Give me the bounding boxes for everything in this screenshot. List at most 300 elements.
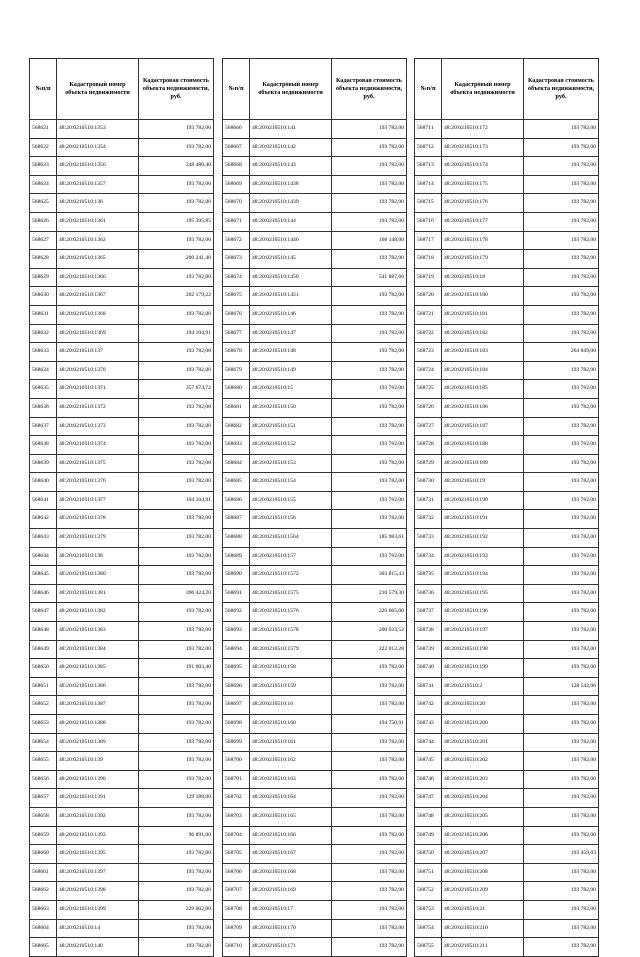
row-number: 568706 (223, 863, 250, 882)
row-number: 568715 (415, 194, 442, 213)
row-number: 568738 (415, 622, 442, 641)
cadastral-number: 48:20:0210510:187 (442, 417, 524, 436)
row-number: 568666 (223, 120, 250, 139)
cadastral-number: 48:20:0210510:140 (57, 938, 139, 957)
table-row (223, 659, 407, 678)
row-number: 568635 (30, 380, 57, 399)
table-row (30, 473, 214, 492)
cadastral-number: 48:20:0210510:18 (442, 268, 524, 287)
cadastral-value: 193 782,00 (332, 305, 407, 324)
cadastral-number: 48:20:0210510:177 (442, 212, 524, 231)
cadastral-number: 48:20:0210510:169 (250, 882, 332, 901)
cadastral-value: 193 782,00 (524, 938, 599, 957)
table-row (415, 547, 599, 566)
cadastral-value: 193 782,00 (524, 268, 599, 287)
cadastral-number: 48:20:0210510:1439 (250, 194, 332, 213)
cadastral-value: 194 104,91 (139, 324, 214, 343)
cadastral-number: 48:20:0210510:173 (442, 138, 524, 157)
table-row (415, 287, 599, 306)
cadastral-number: 48:20:0210510:1361 (57, 212, 139, 231)
cadastral-value: 193 782,00 (139, 770, 214, 789)
row-number: 568688 (223, 529, 250, 548)
cadastral-value: 193 782,00 (332, 863, 407, 882)
cadastral-number: 48:20:0210510:159 (250, 677, 332, 696)
cadastral-value: 193 782,00 (139, 863, 214, 882)
cadastral-number: 48:20:0210510:170 (250, 919, 332, 938)
row-number: 568628 (30, 250, 57, 269)
cadastral-value: 193 782,00 (139, 938, 214, 957)
cadastral-number: 48:20:0210510:1385 (57, 659, 139, 678)
table-row (415, 120, 599, 139)
table-row (30, 287, 214, 306)
row-number: 568717 (415, 231, 442, 250)
cadastral-value: 193 782,00 (139, 510, 214, 529)
cadastral-number: 48:20:0210510:1354 (57, 138, 139, 157)
row-number: 568623 (30, 157, 57, 176)
cadastral-number: 48:20:0210510:201 (442, 733, 524, 752)
table-row (415, 919, 599, 938)
table-row (223, 343, 407, 362)
cadastral-number: 48:20:0210510:184 (442, 361, 524, 380)
table-row (415, 473, 599, 492)
table-row (415, 733, 599, 752)
table-row (223, 715, 407, 734)
cadastral-number: 48:20:0210510:163 (250, 770, 332, 789)
cadastral-value: 193 782,00 (139, 752, 214, 771)
table-row (415, 398, 599, 417)
cadastral-number: 48:20:0210510:1382 (57, 603, 139, 622)
cadastral-value: 193 782,00 (524, 417, 599, 436)
cadastral-number: 48:20:0210510:198 (442, 640, 524, 659)
cadastral-number: 48:20:0210510:171 (250, 938, 332, 957)
table-row (30, 510, 214, 529)
row-number: 568645 (30, 566, 57, 585)
cadastral-number: 48:20:0210510:200 (442, 715, 524, 734)
cadastral-value: 193 782,00 (332, 380, 407, 399)
cadastral-number: 48:20:0210510:194 (442, 566, 524, 585)
cadastral-value: 193 782,00 (139, 696, 214, 715)
table-row (223, 789, 407, 808)
cadastral-number: 48:20:0210510:1579 (250, 640, 332, 659)
table-row (223, 175, 407, 194)
cadastral-value: 193 782,00 (524, 863, 599, 882)
table-row (30, 900, 214, 919)
cadastral-value: 229 002,00 (139, 900, 214, 919)
table-row (223, 473, 407, 492)
cadastral-value: 193 782,00 (524, 324, 599, 343)
cadastral-value: 193 782,00 (139, 882, 214, 901)
cadastral-value: 193 782,00 (524, 138, 599, 157)
cadastral-value: 193 782,00 (524, 622, 599, 641)
row-number: 568660 (30, 845, 57, 864)
table-row (223, 900, 407, 919)
row-number: 568671 (223, 212, 250, 231)
cadastral-number: 48:20:0210510:146 (250, 305, 332, 324)
row-number: 568658 (30, 807, 57, 826)
table-row (223, 380, 407, 399)
table-row (30, 268, 214, 287)
row-number: 568726 (415, 398, 442, 417)
cadastral-number: 48:20:0210510:172 (442, 120, 524, 139)
table-row (415, 752, 599, 771)
cadastral-value: 193 782,00 (332, 547, 407, 566)
table-row (223, 770, 407, 789)
row-number: 568649 (30, 640, 57, 659)
table-row (223, 287, 407, 306)
table-row (223, 231, 407, 250)
row-number: 568730 (415, 473, 442, 492)
cadastral-value: 193 782,00 (524, 789, 599, 808)
row-number: 568701 (223, 770, 250, 789)
header-cadastral-value: Кадастровая стоимость объекта недвижимости, руб. (139, 59, 214, 120)
row-number: 568656 (30, 770, 57, 789)
table-row (415, 622, 599, 641)
cadastral-number: 48:20:0210510:209 (442, 882, 524, 901)
row-number: 568719 (415, 268, 442, 287)
row-number: 568704 (223, 826, 250, 845)
header-cadastral-number: Кадастровый номер объекта недвижимости (442, 59, 524, 120)
table-row (30, 231, 214, 250)
cadastral-number: 48:20:0210510:190 (442, 491, 524, 510)
cadastral-value: 193 782,00 (332, 752, 407, 771)
table-row (223, 640, 407, 659)
table-row (415, 845, 599, 864)
table-row (30, 733, 214, 752)
table-row (30, 770, 214, 789)
table-row (223, 603, 407, 622)
row-number: 568698 (223, 715, 250, 734)
row-number: 568632 (30, 324, 57, 343)
row-number: 568741 (415, 677, 442, 696)
table-row (223, 157, 407, 176)
table-row (415, 194, 599, 213)
cadastral-number: 48:20:0210510:185 (442, 380, 524, 399)
row-number: 568696 (223, 677, 250, 696)
table-row (223, 622, 407, 641)
cadastral-number: 48:20:0210510:142 (250, 138, 332, 157)
cadastral-number: 48:20:0210510:176 (442, 194, 524, 213)
row-number: 568647 (30, 603, 57, 622)
row-number: 568727 (415, 417, 442, 436)
table-row (415, 900, 599, 919)
row-number: 568640 (30, 473, 57, 492)
table-row (415, 212, 599, 231)
table-row (223, 845, 407, 864)
cadastral-value: 194 750,91 (332, 715, 407, 734)
row-number: 568705 (223, 845, 250, 864)
cadastral-number: 48:20:0210510:147 (250, 324, 332, 343)
cadastral-value: 193 782,00 (524, 807, 599, 826)
cadastral-value: 193 782,00 (139, 231, 214, 250)
table-row (30, 566, 214, 585)
row-number: 568675 (223, 287, 250, 306)
cadastral-value: 193 782,00 (332, 919, 407, 938)
cadastral-number: 48:20:0210510:1367 (57, 287, 139, 306)
cadastral-number: 48:20:0210510:1578 (250, 622, 332, 641)
row-number: 568663 (30, 900, 57, 919)
cadastral-number: 48:20:0210510:205 (442, 807, 524, 826)
cadastral-value: 193 782,00 (139, 194, 214, 213)
row-number: 568655 (30, 752, 57, 771)
cadastral-value: 193 782,00 (524, 473, 599, 492)
cadastral-value: 193 782,00 (139, 733, 214, 752)
row-number: 568634 (30, 361, 57, 380)
cadastral-number: 48:20:0210510:164 (250, 789, 332, 808)
cadastral-value: 193 782,00 (524, 900, 599, 919)
cadastral-value: 193 782,00 (139, 640, 214, 659)
table-row (30, 380, 214, 399)
row-number: 568650 (30, 659, 57, 678)
cadastral-value: 210 579,30 (332, 584, 407, 603)
table-row (30, 175, 214, 194)
row-number: 568697 (223, 696, 250, 715)
table-row (415, 157, 599, 176)
cadastral-value: 193 782,00 (139, 175, 214, 194)
cadastral-value: 202 179,22 (139, 287, 214, 306)
row-number: 568713 (415, 157, 442, 176)
table-row (30, 454, 214, 473)
table-row (223, 566, 407, 585)
cadastral-number: 48:20:0210510:138 (57, 547, 139, 566)
cadastral-value: 193 782,00 (139, 547, 214, 566)
row-number: 568691 (223, 584, 250, 603)
row-number: 568678 (223, 343, 250, 362)
cadastral-value: 200 241,40 (139, 250, 214, 269)
cadastral-value: 193 782,00 (139, 305, 214, 324)
table-row (223, 138, 407, 157)
table-row (223, 305, 407, 324)
table-row (415, 250, 599, 269)
row-number: 568627 (30, 231, 57, 250)
row-number: 568664 (30, 919, 57, 938)
cadastral-number: 48:20:0210510:208 (442, 863, 524, 882)
cadastral-number: 48:20:0210510:1392 (57, 807, 139, 826)
cadastral-value: 193 782,00 (524, 603, 599, 622)
row-number: 568639 (30, 454, 57, 473)
table-row (30, 324, 214, 343)
cadastral-number: 48:20:0210510:141 (250, 120, 332, 139)
cadastral-number: 48:20:0210510:1386 (57, 677, 139, 696)
table-row (30, 807, 214, 826)
cadastral-value: 193 782,00 (332, 900, 407, 919)
cadastral-value: 193 782,00 (524, 250, 599, 269)
table-row (415, 584, 599, 603)
cadastral-number: 48:20:0210510:1384 (57, 640, 139, 659)
table-row (223, 696, 407, 715)
table-row (30, 398, 214, 417)
row-number: 568622 (30, 138, 57, 157)
row-number: 568743 (415, 715, 442, 734)
header-cadastral-number: Кадастровый номер объекта недвижимости (57, 59, 139, 120)
table-row (415, 696, 599, 715)
cadastral-value: 193 782,00 (332, 343, 407, 362)
cadastral-value: 193 782,00 (524, 659, 599, 678)
row-number: 568684 (223, 454, 250, 473)
table-row (415, 938, 599, 957)
table-row (30, 120, 214, 139)
table-row (415, 770, 599, 789)
table-row (415, 343, 599, 362)
row-number: 568739 (415, 640, 442, 659)
table-row (223, 361, 407, 380)
cadastral-table-2 (222, 58, 407, 957)
cadastral-value: 185 983,61 (332, 529, 407, 548)
cadastral-value: 193 782,00 (332, 138, 407, 157)
row-number: 568672 (223, 231, 250, 250)
cadastral-value: 193 782,00 (524, 547, 599, 566)
cadastral-number: 48:20:0210510:1379 (57, 529, 139, 548)
table-row (415, 863, 599, 882)
cadastral-value: 193 782,00 (332, 807, 407, 826)
cadastral-value: 193 782,00 (332, 212, 407, 231)
table-row (415, 231, 599, 250)
cadastral-value: 193 782,00 (139, 529, 214, 548)
cadastral-number: 48:20:0210510:1383 (57, 622, 139, 641)
row-number: 568716 (415, 212, 442, 231)
header-num: №п/п (415, 59, 442, 120)
row-number: 568670 (223, 194, 250, 213)
row-number: 568693 (223, 622, 250, 641)
table-row (223, 677, 407, 696)
cadastral-value: 193 782,00 (332, 789, 407, 808)
table-row (415, 566, 599, 585)
table-row (415, 436, 599, 455)
row-number: 568708 (223, 900, 250, 919)
cadastral-value: 193 782,00 (139, 120, 214, 139)
cadastral-value: 541 887,66 (332, 268, 407, 287)
row-number: 568731 (415, 491, 442, 510)
row-number: 568633 (30, 343, 57, 362)
cadastral-value: 168 148,00 (332, 231, 407, 250)
cadastral-value: 396 424,20 (139, 584, 214, 603)
table-row (415, 491, 599, 510)
cadastral-number: 48:20:0210510:139 (57, 752, 139, 771)
row-number: 568711 (415, 120, 442, 139)
cadastral-value: 193 782,00 (524, 157, 599, 176)
row-number: 568694 (223, 640, 250, 659)
cadastral-value: 193 782,00 (332, 677, 407, 696)
cadastral-value: 193 782,00 (524, 584, 599, 603)
table-row (415, 603, 599, 622)
cadastral-value: 226 665,00 (332, 603, 407, 622)
row-number: 568621 (30, 120, 57, 139)
table-row (223, 268, 407, 287)
row-number: 568735 (415, 566, 442, 585)
row-number: 568749 (415, 826, 442, 845)
cadastral-number: 48:20:0210510:161 (250, 733, 332, 752)
row-number: 568661 (30, 863, 57, 882)
row-number: 568736 (415, 584, 442, 603)
cadastral-value: 193 782,00 (139, 398, 214, 417)
cadastral-number: 48:20:0210510:19 (442, 473, 524, 492)
cadastral-value: 193 782,00 (524, 231, 599, 250)
table-row (415, 361, 599, 380)
row-number: 568751 (415, 863, 442, 882)
row-number: 568686 (223, 491, 250, 510)
cadastral-number: 48:20:0210510:154 (250, 473, 332, 492)
cadastral-value: 193 782,00 (524, 510, 599, 529)
table-row (223, 547, 407, 566)
row-number: 568674 (223, 268, 250, 287)
cadastral-number: 48:20:0210510:203 (442, 770, 524, 789)
cadastral-value: 193 782,00 (332, 324, 407, 343)
table-row (415, 175, 599, 194)
cadastral-number: 48:20:0210510:1377 (57, 491, 139, 510)
table-row (30, 250, 214, 269)
cadastral-number: 48:20:0210510:1391 (57, 789, 139, 808)
row-number: 568677 (223, 324, 250, 343)
cadastral-number: 48:20:0210510:1395 (57, 845, 139, 864)
table-row (415, 882, 599, 901)
cadastral-number: 48:20:0210510:1371 (57, 380, 139, 399)
cadastral-number: 48:20:0210510:1387 (57, 696, 139, 715)
row-number: 568723 (415, 343, 442, 362)
table-row (223, 529, 407, 548)
table-row (415, 677, 599, 696)
table-row (30, 436, 214, 455)
table-row (30, 491, 214, 510)
row-number: 568652 (30, 696, 57, 715)
row-number: 568631 (30, 305, 57, 324)
cadastral-value: 193 782,00 (332, 175, 407, 194)
cadastral-number: 48:20:0210510:195 (442, 584, 524, 603)
cadastral-number: 48:20:0210510:158 (250, 659, 332, 678)
table-row (30, 696, 214, 715)
cadastral-number: 48:20:0210510:167 (250, 845, 332, 864)
cadastral-value: 193 782,00 (139, 677, 214, 696)
header-cadastral-number: Кадастровый номер объекта недвижимости (250, 59, 332, 120)
cadastral-value: 193 782,00 (332, 733, 407, 752)
cadastral-number: 48:20:0210510:1564 (250, 529, 332, 548)
row-number: 568685 (223, 473, 250, 492)
table-row (30, 343, 214, 362)
row-number: 568699 (223, 733, 250, 752)
cadastral-number: 48:20:0210510:2 (442, 677, 524, 696)
cadastral-number: 48:20:0210510:144 (250, 212, 332, 231)
cadastral-number: 48:20:0210510:16 (250, 696, 332, 715)
cadastral-number: 48:20:0210510:166 (250, 826, 332, 845)
cadastral-number: 48:20:0210510:136 (57, 194, 139, 213)
row-number: 568680 (223, 380, 250, 399)
cadastral-value: 264 849,00 (524, 343, 599, 362)
table-row (415, 826, 599, 845)
row-number: 568747 (415, 789, 442, 808)
table-row (415, 789, 599, 808)
table-row (223, 863, 407, 882)
cadastral-number: 48:20:0210510:17 (250, 900, 332, 919)
row-number: 568718 (415, 250, 442, 269)
cadastral-number: 48:20:0210510:1362 (57, 231, 139, 250)
table-row (30, 157, 214, 176)
cadastral-number: 48:20:0210510:204 (442, 789, 524, 808)
cadastral-number: 48:20:0210510:191 (442, 510, 524, 529)
row-number: 568721 (415, 305, 442, 324)
cadastral-value: 193 782,00 (332, 491, 407, 510)
cadastral-number: 48:20:0210510:1388 (57, 715, 139, 734)
row-number: 568657 (30, 789, 57, 808)
table-row (223, 510, 407, 529)
cadastral-value: 193 782,00 (139, 454, 214, 473)
cadastral-number: 48:20:0210510:148 (250, 343, 332, 362)
table-row (415, 324, 599, 343)
cadastral-value: 193 782,00 (524, 770, 599, 789)
table-row (415, 640, 599, 659)
table-row (30, 845, 214, 864)
row-number: 568689 (223, 547, 250, 566)
table-row (30, 212, 214, 231)
table-row (30, 715, 214, 734)
table-row (30, 622, 214, 641)
